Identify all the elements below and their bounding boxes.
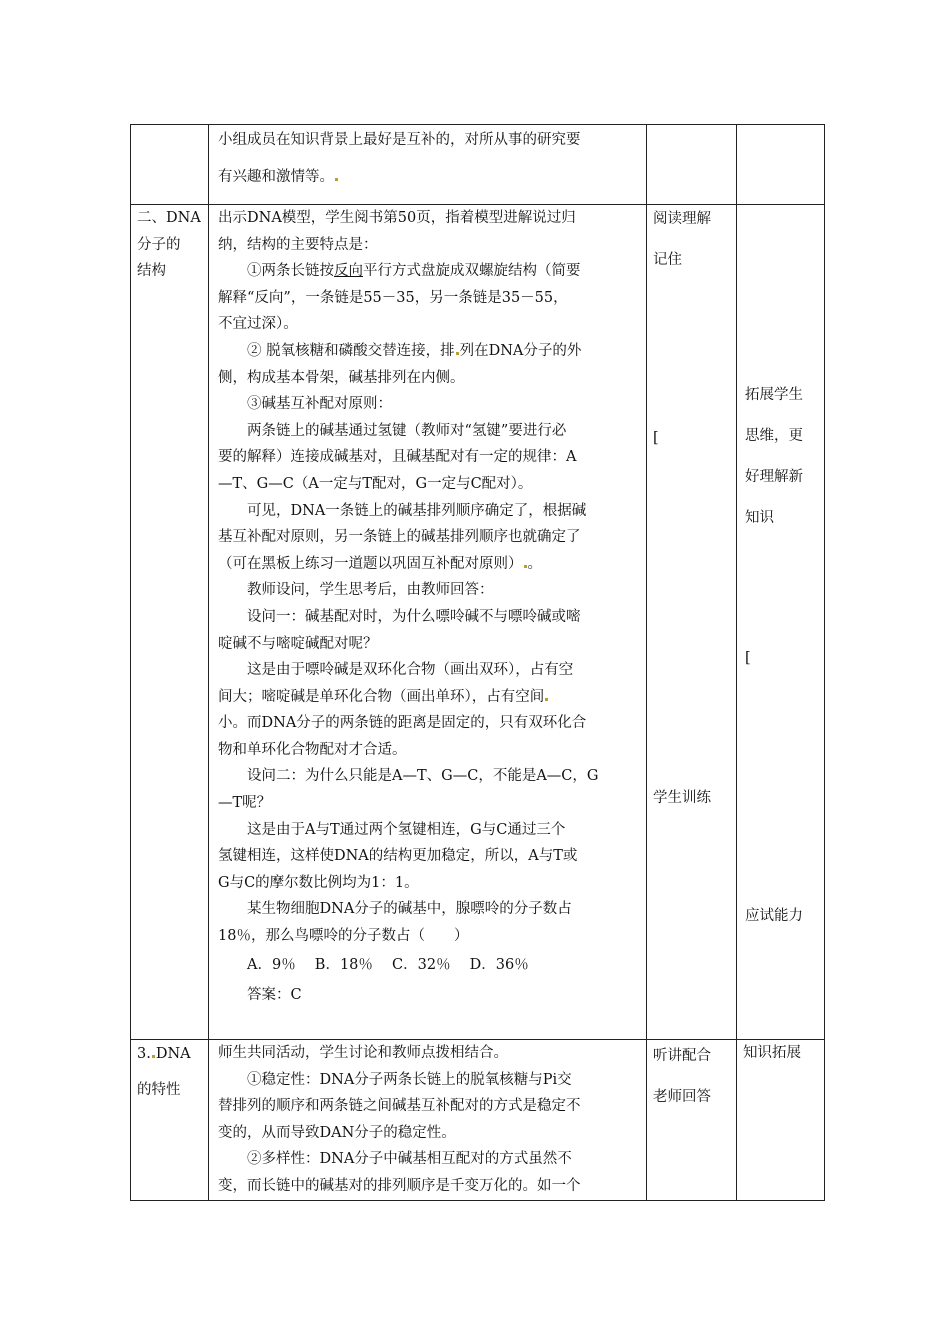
text-line: 两条链上的碱基通过氢键（教师对“氢键”要进行必 xyxy=(247,422,567,439)
text-line: 小组成员在知识背景上最好是互补的，对所从事的研究要 xyxy=(218,132,581,148)
text-line xyxy=(218,258,640,285)
text-line: 物和单环化合物配对才合适。 xyxy=(218,741,407,758)
text-line: —T、G—C（A一定与T配对，G一定与C配对）。 xyxy=(218,475,533,492)
text-line: 这是由于A与T通过两个氢键相连，G与C通过三个 xyxy=(247,821,566,838)
row2-intent-cell xyxy=(737,1040,825,1201)
intent-line: 知识拓展 xyxy=(743,1045,801,1061)
row0-activity-cell xyxy=(647,125,737,205)
row0-content-cell xyxy=(209,125,647,205)
text-line: 设问二：为什么只能是A—T、G—C，不能是A—C，G xyxy=(247,768,599,785)
activity-line: 学生训练 xyxy=(653,790,711,806)
bracket-mark: [ xyxy=(653,430,659,446)
text-line: 变的，从而导致DAN分子的稳定性。 xyxy=(218,1124,456,1141)
row2-activity-cell xyxy=(647,1040,737,1201)
underlined-text: 反向 xyxy=(334,263,363,280)
text-line: 某生物细胞DNA分子的碱基中，腺嘌呤的分子数占 xyxy=(247,901,572,918)
text-span: 3. xyxy=(137,1046,151,1062)
row2-section-cell xyxy=(131,1040,209,1201)
text-span: 平行方式盘旋成双螺旋结构（简要 xyxy=(363,263,581,280)
text-line: ②多样性：DNA分子中碱基相互配对的方式虽然不 xyxy=(247,1151,572,1168)
activity-line: 阅读理解 xyxy=(653,211,711,227)
table-row xyxy=(131,1040,825,1201)
row1-intent-cell xyxy=(737,205,825,1040)
text-line: 小。而DNA分子的两条链的距离是固定的，只有双环化合 xyxy=(218,715,587,732)
text-span: 有兴趣和激情等。 xyxy=(218,169,334,185)
intent-line: 知识 xyxy=(745,510,774,526)
text-line: 这是由于嘌呤碱是双环化合物（画出双环），占有空 xyxy=(247,662,574,679)
table-row xyxy=(131,125,825,205)
section-title-line xyxy=(137,1040,202,1068)
text-line: 基互补配对原则，另一条链上的碱基排列顺序也就确定了 xyxy=(218,529,581,546)
text-span: 间大；嘧啶碱是单环化合物（画出单环），占有空间 xyxy=(218,688,545,705)
text-line: ①稳定性：DNA分子两条长链上的脱氧核糖与Pi交 xyxy=(247,1071,572,1088)
row1-content-cell xyxy=(209,205,647,1040)
text-line: 侧，构成基本骨架，碱基排列在内侧。 xyxy=(218,369,465,386)
text-line: 可见，DNA一条链上的碱基排列顺序确定了，根据碱 xyxy=(247,502,587,519)
text-line: 纳，结构的主要特点是： xyxy=(218,236,378,253)
editor-mark xyxy=(545,698,548,701)
text-line: 要的解释）连接成碱基对，且碱基配对有一定的规律：A xyxy=(218,449,577,466)
text-line xyxy=(218,155,640,199)
text-span: DNA xyxy=(155,1046,191,1062)
row2-content-cell xyxy=(209,1040,647,1201)
text-span: ①两条长链按 xyxy=(247,263,334,280)
text-line: 设问一：碱基配对时，为什么嘌呤碱不与嘌呤碱或嘧 xyxy=(247,608,581,625)
text-span: ② 脱氧核糖和磷酸交替连接，排 xyxy=(247,342,455,359)
row0-intent-cell xyxy=(737,125,825,205)
intent-line: 思维，更 xyxy=(745,428,803,444)
text-line: 变，而长链中的碱基对的排列顺序是千变万化的。如一个 xyxy=(218,1177,581,1194)
intent-line: 应试能力 xyxy=(745,908,803,924)
text-line: G与C的摩尔数比例均为1：1。 xyxy=(218,874,419,891)
text-line: 出示DNA模型，学生阅书第50页，指着模型进解说过归 xyxy=(218,210,576,226)
bracket-mark: [ xyxy=(745,650,751,666)
activity-line: 记住 xyxy=(653,252,682,268)
editor-mark xyxy=(524,565,527,568)
text-line: 氢键相连，这样使DNA的结构更加稳定，所以，A与T或 xyxy=(218,848,578,865)
text-line: 师生共同活动，学生讨论和教师点拨相结合。 xyxy=(218,1045,508,1061)
text-span: （可在黑板上练习一道题以巩固互补配对原则） xyxy=(218,555,523,572)
activity-line: 老师回答 xyxy=(653,1089,711,1105)
text-line: 18％，那么鸟嘌呤的分子数占（ ） xyxy=(218,928,469,945)
text-line: 解释“反向”，一条链是55－35，另一条链是35－55， xyxy=(218,289,568,306)
answer-line: 答案：C xyxy=(247,986,302,1003)
text-line: —T呢？ xyxy=(218,795,272,812)
editor-mark xyxy=(456,352,459,355)
row1-activity-cell xyxy=(647,205,737,1040)
answer-options: A．9％ B．18％ C．32％ D．36％ xyxy=(247,956,529,973)
text-line: 教师设问，学生思考后，由教师回答： xyxy=(247,582,494,599)
text-span: 。 xyxy=(527,555,542,572)
text-line: 不宜过深）。 xyxy=(218,316,298,333)
row1-section-cell xyxy=(131,205,209,1040)
text-line xyxy=(218,551,640,578)
text-line: 替排列的顺序和两条链之间碱基互补配对的方式是稳定不 xyxy=(218,1098,581,1115)
row0-section-cell xyxy=(131,125,209,205)
lesson-plan-table xyxy=(130,124,825,1201)
table-row xyxy=(131,205,825,1040)
intent-line: 好理解新 xyxy=(745,469,803,485)
editor-mark xyxy=(335,178,338,181)
intent-line: 拓展学生 xyxy=(745,387,803,403)
editor-mark xyxy=(152,1055,155,1058)
text-line: ③碱基互补配对原则： xyxy=(247,396,392,413)
text-line xyxy=(218,338,640,365)
section-title-line: 结构 xyxy=(137,263,166,280)
activity-line: 听讲配合 xyxy=(653,1048,711,1064)
section-title-line: 二、DNA xyxy=(137,210,201,226)
text-line xyxy=(218,684,640,711)
text-line: 啶碱不与嘧啶碱配对呢？ xyxy=(218,635,378,652)
section-title-line: 的特性 xyxy=(137,1082,181,1098)
section-title-line: 分子的 xyxy=(137,236,181,253)
text-span: 列在DNA分子的外 xyxy=(459,342,582,359)
